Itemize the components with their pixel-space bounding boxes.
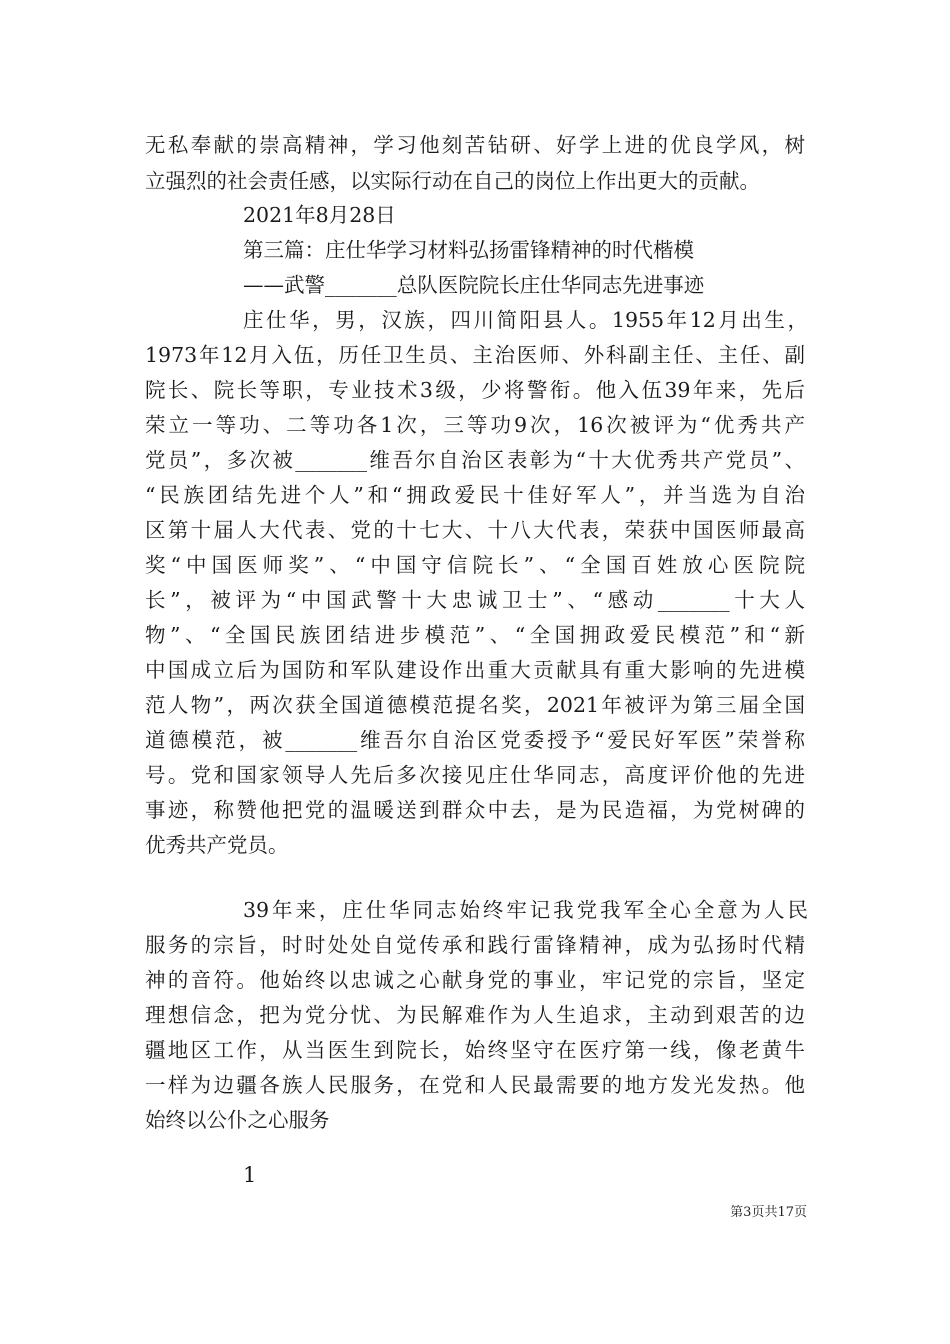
text-line: 中国成立后为国防和军队建设作出重大贡献具有重大影响的先进模: [145, 658, 805, 682]
text-line: 39年来，庄仕华同志始终牢记我党我军全心全意为人民: [243, 898, 808, 922]
text-line: 区第十届人大代表、党的十七大、十八大代表，荣获中国医师最高: [145, 518, 805, 542]
text-line: 神的音符。他始终以忠诚之心献身党的事业，牢记党的宗旨，坚定: [145, 968, 805, 992]
text-line: 号。党和国家领导人先后多次接见庄仕华同志，高度评价他的先进: [145, 763, 805, 787]
text-line: 立强烈的社会责任感，以实际行动在自己的岗位上作出更大的贡献。: [145, 169, 760, 193]
text-line: 党员”，多次被_______维吾尔自治区表彰为“十大优秀共产党员”、: [145, 448, 805, 472]
text-line: 道德模范，被_______维吾尔自治区党委授予“爱民好军医”荣誉称: [145, 728, 805, 752]
text-line: 院长、院长等职，专业技术3级，少将警衔。他入伍39年来，先后: [145, 378, 805, 402]
text-line: 长”，被评为“中国武警十大忠诚卫士”、“感动_______十大人: [145, 588, 805, 612]
text-line: 事迹，称赞他把党的温暖送到群众中去，是为民造福，为党树碑的: [145, 798, 805, 822]
text-line: 始终以公仆之心服务: [145, 1108, 330, 1132]
text-line: 1973年12月入伍，历任卫生员、主治医师、外科副主任、主任、副: [145, 343, 805, 367]
text-line: 优秀共产党员。: [145, 833, 289, 857]
text-line: 荣立一等功、二等功各1次，三等功9次，16次被评为“优秀共产: [145, 413, 805, 437]
text-line: 范人物”，两次获全国道德模范提名奖，2021年被评为第三届全国: [145, 693, 805, 717]
text-line: 奖“中国医师奖”、“中国守信院长”、“全国百姓放心医院院: [145, 553, 805, 577]
text-line: 理想信念，把为党分忧、为民解难作为人生追求，主动到艰苦的边: [145, 1003, 805, 1027]
text-line: 疆地区工作，从当医生到院长，始终坚守在医疗第一线，像老黄牛: [145, 1038, 805, 1062]
text-line: 服务的宗旨，时时处处自觉传承和践行雷锋精神，成为弘扬时代精: [145, 933, 805, 957]
text-line: 物”、“全国民族团结进步模范”、“全国拥政爱民模范”和“新: [145, 623, 805, 647]
section-title: 第三篇：庄仕华学习材料弘扬雷锋精神的时代楷模: [243, 238, 694, 262]
page-footer: 第3页共17页: [730, 1205, 807, 1220]
text-line: 庄仕华，男，汉族，四川简阳县人。1955年12月出生，: [243, 308, 808, 332]
date-line: 2021年8月28日: [243, 203, 396, 227]
page-mark: 1: [243, 1163, 257, 1187]
text-line: 一样为边疆各族人民服务，在党和人民最需要的地方发光发热。他: [145, 1073, 805, 1097]
section-subtitle: ——武警_______总队医院院长庄仕华同志先进事迹: [243, 273, 705, 297]
text-line: 无私奉献的崇高精神，学习他刻苦钻研、好学上进的优良学风，树: [145, 133, 805, 157]
text-line: “民族团结先进个人”和“拥政爱民十佳好军人”，并当选为自治: [145, 483, 805, 507]
